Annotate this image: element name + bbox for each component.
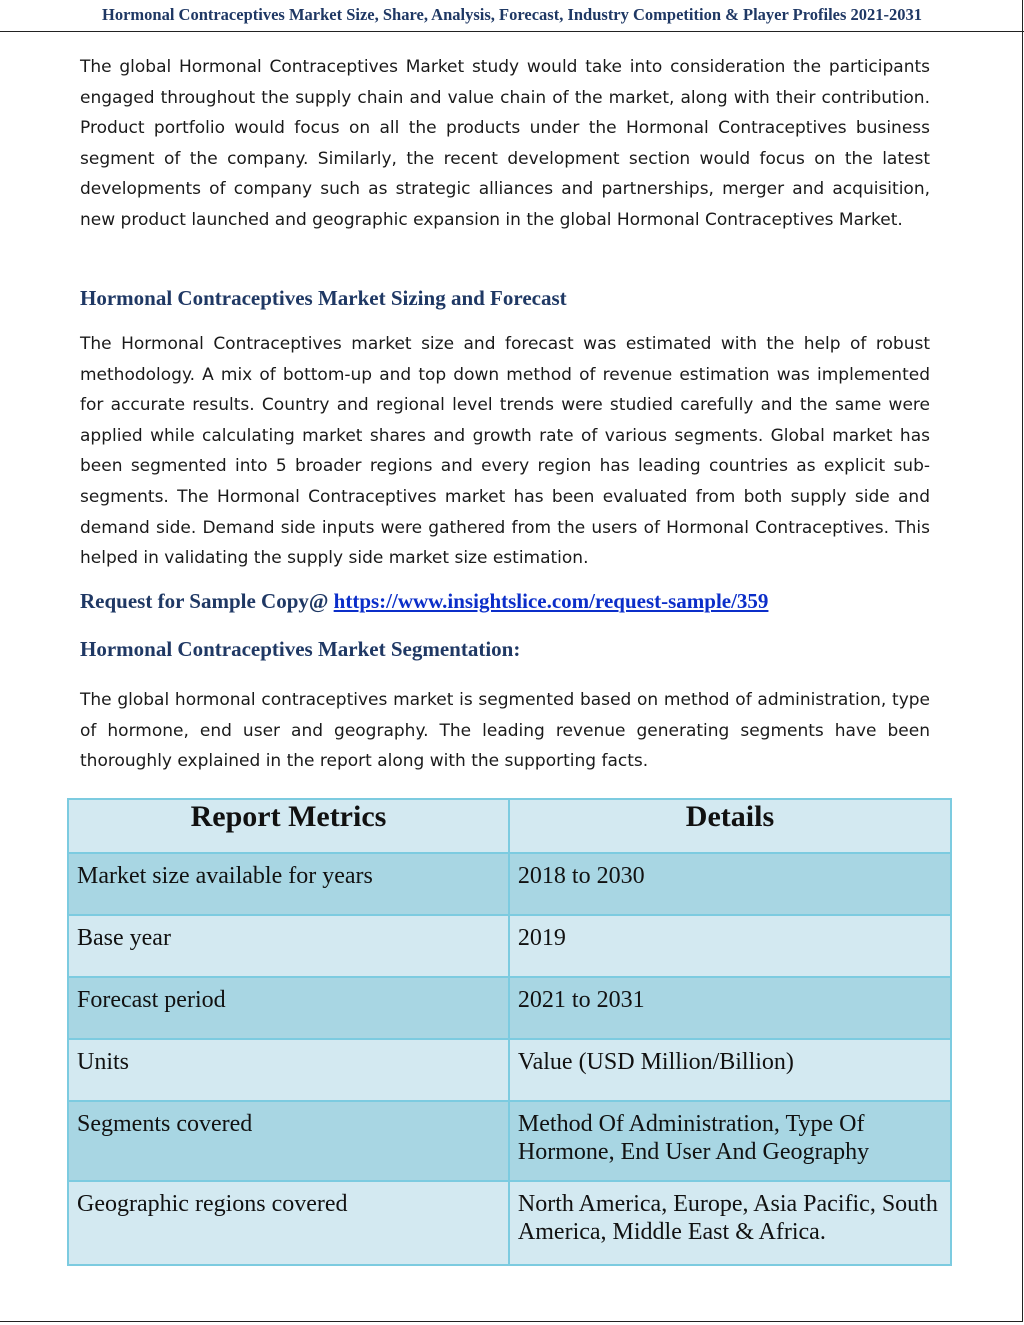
table-row <box>68 1039 951 1101</box>
metric-cell: Forecast period <box>68 977 509 1039</box>
detail-cell: 2021 to 2031 <box>509 977 951 1039</box>
table-row <box>68 1181 951 1265</box>
table-header-metrics: Report Metrics <box>68 799 509 853</box>
sizing-paragraph: The Hormonal Contraceptives market size and forecast was estimated with the help of robust methodology. A mix of bottom-up and top down method of revenue estimation was implemented for accurate results. Country and regional level trends were studied carefully and the same were applied while calculating market shares and growth rate of various segments. Global market has been segmented into 5 broader regions and every region has leading countries as explicit sub-segments. The Hormonal Contraceptives market has been evaluated from both supply side and demand side. Demand side inputs were gathered from the users of Hormonal Contraceptives. This helped in validating the supply side market size estimation. <box>80 334 930 569</box>
report-metrics-table <box>67 798 952 1266</box>
metric-cell: Units <box>68 1039 509 1101</box>
table-row <box>68 915 951 977</box>
detail-cell: Value (USD Million/Billion) <box>509 1039 951 1101</box>
metric-cell: Geographic regions covered <box>68 1181 509 1265</box>
document-header <box>0 0 1024 32</box>
document-title: Hormonal Contraceptives Market Size, Share, Analysis, Forecast, Industry Competition & Player Profiles 2021-2031 <box>101 5 923 24</box>
sample-request-link[interactable]: https://www.insightslice.com/request-sample/359 <box>333 589 769 613</box>
detail-cell: 2018 to 2030 <box>509 853 951 915</box>
detail-cell: 2019 <box>509 915 951 977</box>
detail-cell: North America, Europe, Asia Pacific, South America, Middle East & Africa. <box>509 1181 951 1265</box>
intro-paragraph: The global Hormonal Contraceptives Market study would take into consideration the participants engaged throughout the supply chain and value chain of the market, along with their contribution. Product portfolio would focus on all the products under the Hormonal Contraceptives business segment of the company. Similarly, the recent development section would focus on the latest developments of company such as strategic alliances and partnerships, merger and acquisition, new product launched and geographic expansion in the global Hormonal Contraceptives Market. <box>80 57 930 230</box>
table-row <box>68 977 951 1039</box>
segmentation-heading: Hormonal Contraceptives Market Segmentation: <box>80 637 521 661</box>
detail-cell: Method Of Administration, Type Of Hormone, End User And Geography <box>509 1101 951 1181</box>
metric-cell: Base year <box>68 915 509 977</box>
sample-request-label: Request for Sample Copy@ <box>80 589 334 613</box>
sizing-heading: Hormonal Contraceptives Market Sizing and Forecast <box>80 286 567 310</box>
table-row <box>68 1101 951 1181</box>
table-header-details: Details <box>509 799 951 853</box>
sample-request-line <box>80 589 768 614</box>
table-row <box>68 853 951 915</box>
metric-cell: Market size available for years <box>68 853 509 915</box>
table-header-row <box>68 799 951 853</box>
metric-cell: Segments covered <box>68 1101 509 1181</box>
segmentation-paragraph: The global hormonal contraceptives market is segmented based on method of administration, type of hormone, end user and geography. The leading revenue generating segments have been thoroughly explained in the report along with the supporting facts. <box>80 690 930 772</box>
